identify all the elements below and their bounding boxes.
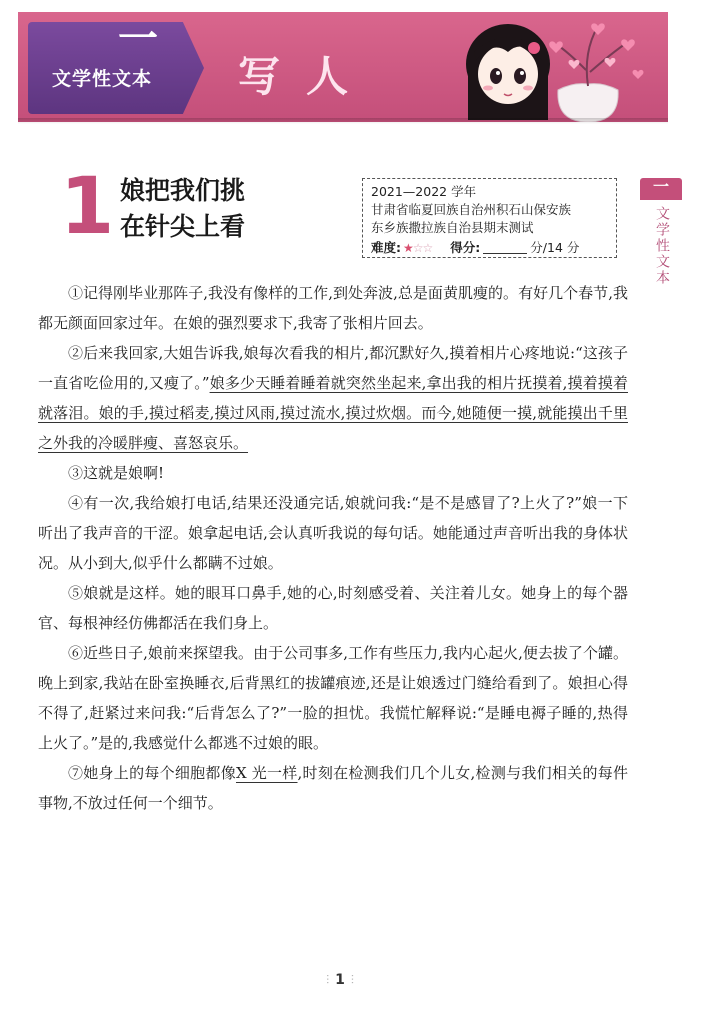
- exam-year: 2021—2022 学年: [371, 184, 477, 199]
- paragraph-6: ⑥近些日子,娘前来探望我。由于公司事多,工作有些压力,我内心起火,便去拔了个罐。晚上到家,我站在卧室换睡衣,后背黑红的拔罐痕迹,还是让娘透过门缝给看到了。娘担心得不得了,赶紧过来问我:“后背怎么了?”一脸的担忧。我慌忙解释说:“是睡电褥子睡的,热得上火了。”是的,我感觉什么都逃不过娘的眼。: [38, 644, 628, 752]
- star-empty-icon: ☆: [412, 241, 423, 255]
- star-empty-icon: ☆: [422, 241, 433, 255]
- girl-illustration: [438, 12, 668, 122]
- exam-source-line2: 东乡族撒拉族自治县期末测试: [371, 220, 534, 235]
- chapter-number: 一: [118, 16, 158, 62]
- paragraph-4: ④有一次,我给娘打电话,结果还没通完话,娘就问我:“是不是感冒了?上火了?”娘一下听出了我声音的干涩。娘拿起电话,会认真听我说的每句话。她能通过声音听出我的身体状况。从小到大,似乎什么都瞒不过娘。: [38, 494, 628, 572]
- exam-source-line1: 甘肃省临夏回族自治州积石山保安族: [371, 202, 572, 217]
- paragraph-7-text-c: ,时刻在检测我们几个儿女,检测与我们相关的每件事物,不放过任何一个细节。: [38, 764, 628, 812]
- score-suffix: 分/14 分: [530, 240, 580, 255]
- lesson-title-line2: 在针尖上看: [120, 212, 246, 241]
- paragraph-5: ⑤娘就是这样。她的眼耳口鼻手,她的心,时刻感受着、关注着儿女。她身上的每个器官、每根神经仿佛都活在我们身上。: [38, 584, 628, 632]
- paragraph-7-text-a: ⑦她身上的每个细胞都像: [68, 764, 236, 782]
- exam-info-box: [362, 178, 617, 258]
- lesson-number: 1: [60, 162, 115, 252]
- lesson-title: [120, 173, 280, 245]
- paragraph-2-text: ②后来我回家,大姐告诉我,娘每次看我的相片,都沉默好久,摸着相片心疼地说:“这孩子一直省吃俭用的,又瘦了。”: [38, 344, 628, 392]
- paragraph-7: [38, 758, 628, 818]
- footer-ornament-left: ⫶: [326, 973, 330, 987]
- paragraph-1: ①记得刚毕业那阵子,我没有像样的工作,到处奔波,总是面黄肌瘦的。有好几个春节,我都无颜面回家过年。在娘的强烈要求下,我寄了张相片回去。: [38, 284, 628, 332]
- banner-shadow: [18, 118, 668, 124]
- paragraph-7-underlined: X 光一样: [235, 764, 298, 782]
- side-tab-number: 一: [640, 178, 682, 200]
- footer-ornament-right: ⫶: [350, 973, 354, 987]
- difficulty-label: 难度:: [371, 240, 401, 255]
- paragraph-2-underlined: 娘多少天睡着睡着就突然坐起来,拿出我的相片抚摸着,摸着摸着就落泪。娘的手,摸过稻麦,摸过风雨,摸过流水,摸过炊烟。而今,她随便一摸,就能摸出千里之外我的冷暖胖瘦、喜怒哀乐。: [38, 374, 628, 452]
- side-chapter-tab: [640, 178, 682, 302]
- star-filled-icon: ★: [403, 241, 413, 255]
- score-blank[interactable]: [483, 242, 527, 254]
- chapter-banner: [18, 12, 668, 122]
- difficulty-stars: [403, 239, 432, 257]
- lesson-title-line1: 娘把我们挑: [120, 176, 246, 205]
- paragraph-2: [38, 338, 628, 458]
- difficulty-score-row: [371, 239, 608, 257]
- score-label: 得分:: [450, 240, 481, 255]
- side-tab-label: 文学性文本: [654, 206, 670, 286]
- page-number: 1: [335, 972, 345, 988]
- page-footer: [300, 972, 380, 988]
- chapter-category: 文学性文本: [52, 68, 153, 90]
- paragraph-3: ③这就是娘啊!: [68, 464, 165, 482]
- chapter-title: 写人: [238, 52, 375, 101]
- article-body: [38, 278, 628, 818]
